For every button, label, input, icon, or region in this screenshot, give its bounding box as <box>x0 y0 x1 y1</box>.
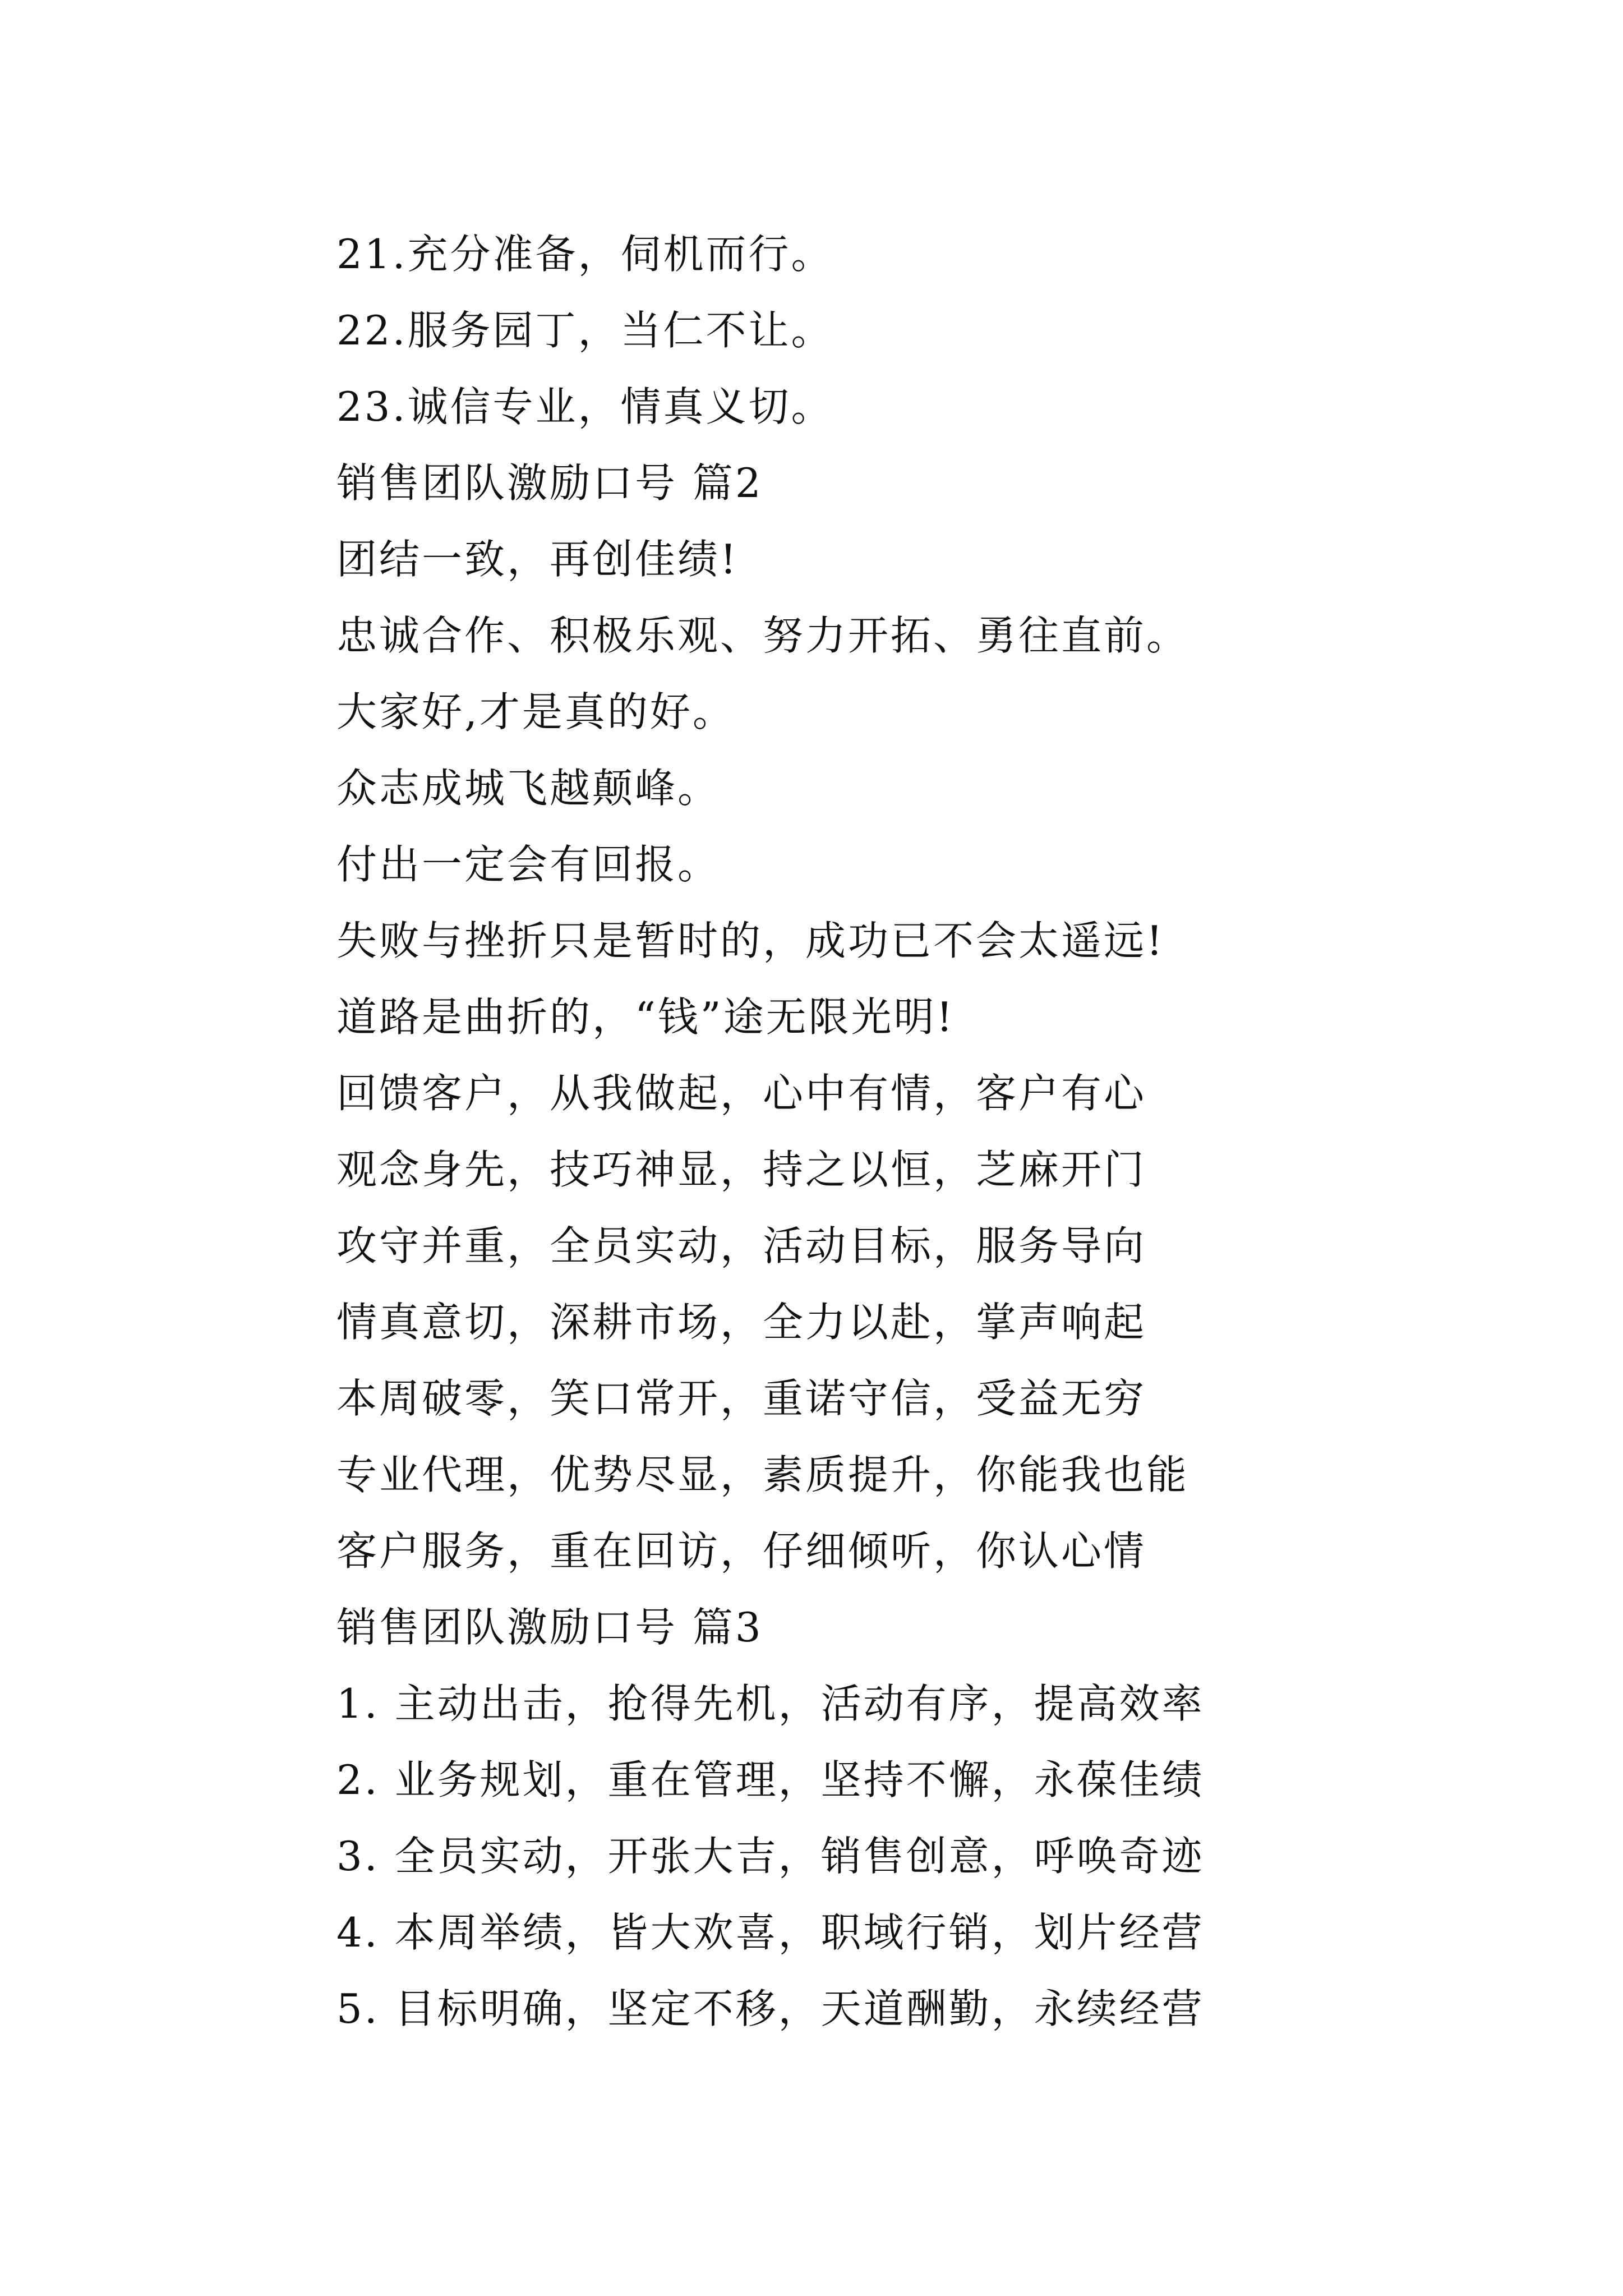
section-heading-part-3: 销售团队激励口号 篇3 <box>336 1604 763 1651</box>
slogan-line: 大家好,才是真的好。 <box>336 688 735 735</box>
list-item-5: 5. 目标明确，坚定不移，天道酬勤，永续经营 <box>336 1985 1205 2032</box>
document-body <box>336 216 1486 2047</box>
slogan-line: 情真意切，深耕市场，全力以赴，掌声响起 <box>336 1299 1147 1346</box>
slogan-line: 客户服务，重在回访，仔细倾听，你认心情 <box>336 1527 1147 1575</box>
slogan-line: 观念身先，技巧神显，持之以恒，芝麻开门 <box>336 1146 1147 1193</box>
slogan-line: 忠诚合作、积极乐观、努力开拓、勇往直前。 <box>336 612 1189 659</box>
list-item-4: 4. 本周举绩，皆大欢喜，职域行销，划片经营 <box>336 1909 1205 1956</box>
section-heading-part-2: 销售团队激励口号 篇2 <box>336 459 763 507</box>
list-item-2: 2. 业务规划，重在管理，坚持不懈，永葆佳绩 <box>336 1756 1205 1803</box>
list-item-22: 22.服务园丁，当仁不让。 <box>336 307 834 354</box>
slogan-line: 道路是曲折的，“钱”途无限光明! <box>336 993 955 1041</box>
slogan-line: 失败与挫折只是暂时的，成功已不会太遥远! <box>336 917 1165 964</box>
slogan-line: 专业代理，优势尽显，素质提升，你能我也能 <box>336 1451 1189 1498</box>
list-item-3: 3. 全员实动，开张大吉，销售创意，呼唤奇迹 <box>336 1833 1205 1880</box>
list-item-1: 1. 主动出击，抢得先机，活动有序，提高效率 <box>336 1680 1205 1727</box>
slogan-line: 付出一定会有回报。 <box>336 841 721 888</box>
slogan-line: 攻守并重，全员实动，活动目标，服务导向 <box>336 1222 1147 1269</box>
slogan-line: 团结一致，再创佳绩! <box>336 536 739 583</box>
slogan-line: 本周破零，笑口常开，重诺守信，受益无穷 <box>336 1375 1147 1422</box>
list-item-21: 21.充分准备，伺机而行。 <box>336 231 834 278</box>
slogan-line: 众志成城飞越颠峰。 <box>336 765 721 812</box>
slogan-line: 回馈客户，从我做起，心中有情，客户有心 <box>336 1070 1147 1117</box>
list-item-23: 23.诚信专业，情真义切。 <box>336 383 834 430</box>
